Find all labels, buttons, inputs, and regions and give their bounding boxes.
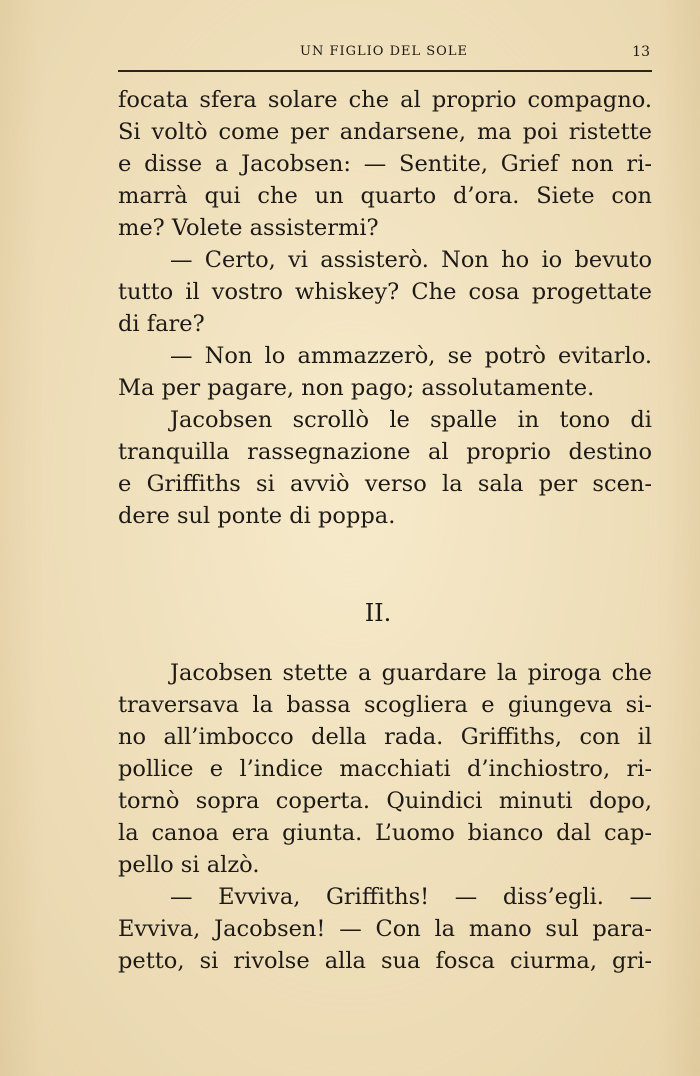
- text-line: di fare?: [118, 311, 205, 337]
- text-line: — Certo, vi assisterò. Non ho io bevuto: [170, 247, 652, 273]
- running-head: [118, 44, 650, 68]
- text-line: — Evviva, Griffiths! — diss’egli. —: [170, 884, 652, 910]
- section-number: II.: [364, 599, 392, 627]
- text-line: dere sul ponte di poppa.: [118, 503, 396, 529]
- text-line: e disse a Jacobsen: — Sentite, Grief non ri-: [118, 151, 652, 177]
- text-line: Jacobsen scrollò le spalle in tono di: [170, 407, 652, 433]
- text-line: petto, si rivolse alla sua fosca ciurma, gri-: [118, 948, 652, 974]
- text-line: marrà qui che un quarto d’ora. Siete con: [118, 183, 652, 209]
- text-line: la canoa era giunta. L’uomo bianco dal cap-: [118, 820, 652, 846]
- text-line: — Non lo ammazzerò, se potrò evitarlo.: [170, 343, 652, 369]
- text-line: pello si alzò.: [118, 852, 260, 878]
- text-line: Evviva, Jacobsen! — Con la mano sul para-: [118, 916, 652, 942]
- text-line: pollice e l’indice macchiati d’inchiostro, ri-: [118, 756, 652, 782]
- header-rule: [118, 70, 652, 72]
- page-number: 13: [632, 44, 650, 60]
- text-line: Jacobsen stette a guardare la piroga che: [170, 660, 652, 686]
- text-line: focata sfera solare che al proprio compagno.: [118, 87, 652, 113]
- running-title: UN FIGLIO DEL SOLE: [300, 44, 468, 59]
- text-line: no all’imbocco della rada. Griffiths, con il: [118, 724, 652, 750]
- text-line: Si voltò come per andarsene, ma poi ristette: [118, 119, 652, 145]
- text-block-top: [118, 84, 652, 532]
- text-line: traversava la bassa scogliera e giungeva si-: [118, 692, 652, 718]
- text-block-bottom: [118, 657, 652, 977]
- text-line: me? Volete assistermi?: [118, 215, 379, 241]
- text-line: tutto il vostro whiskey? Che cosa progettate: [118, 279, 652, 305]
- text-line: Ma per pagare, non pago; assolutamente.: [118, 375, 595, 401]
- text-line: tranquilla rassegnazione al proprio destino: [118, 439, 652, 465]
- text-line: tornò sopra coperta. Quindici minuti dopo,: [118, 788, 652, 814]
- text-line: e Griffiths si avviò verso la sala per scen-: [118, 471, 652, 497]
